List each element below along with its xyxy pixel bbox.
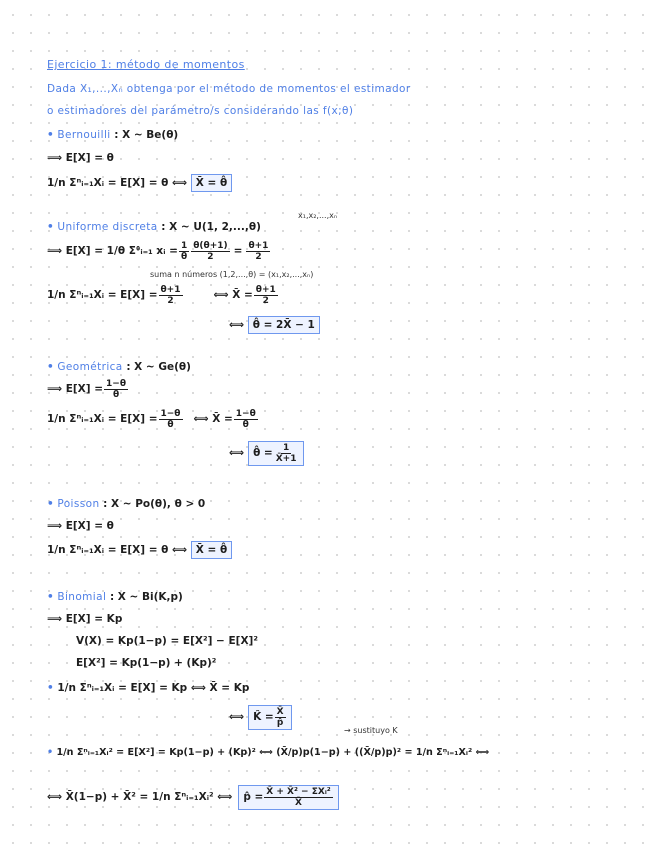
binomial-p-result-box: p̂ = $\frac{\text{X̄ + X̄² − ΣXᵢ²}}{X̄}$ (238, 785, 338, 810)
geometric-frac-3: $\frac{1-\theta}{\theta}$ (235, 408, 256, 430)
uniform-iff: ⟺ (229, 319, 245, 331)
bullet-icon: • (47, 361, 54, 373)
geometric-label: Geométrica (57, 361, 123, 373)
binomial-iff: ⟺ (229, 711, 245, 723)
bernoulli-line-2 (47, 174, 232, 192)
geometric-line-3 (229, 440, 304, 466)
binomial-eq-second-moment: 1/n Σⁿᵢ₌₁Xᵢ² = E[X²] = Kp(1−p) + (Kp)² ⟺ (X̄/p)p(1−p) + ((X̄/p)p)² = 1/n Σⁿᵢ₌₁Xᵢ² ⟺ (56, 747, 490, 758)
bernoulli-line-1: ⟹ E[X] = θ (47, 152, 114, 164)
geometric-line-1 (47, 378, 129, 400)
bernoulli-label: Bernouilli (57, 129, 111, 141)
uniform-line-1: ⟹ E[X] = 1/θ Σᶿᵢ₌₁ xᵢ = $\frac{1}{\theta}$ $\frac{\theta(\theta+1)}{2}$ = $\frac{\theta+1}{2}$ (47, 240, 269, 262)
binomial-heading (47, 590, 183, 604)
uniform-dist: : X ~ U(1, 2,...,θ) (161, 221, 261, 233)
geometric-line-2 (47, 408, 259, 430)
binomial-k-result-box: K̂ = $\frac{X̄}{p̂}$ (248, 705, 292, 730)
uniform-frac-2: $\frac{\theta(\theta+1)}{2}$ (193, 240, 228, 262)
binomial-line-7 (47, 780, 339, 814)
poisson-label: Poisson (57, 498, 100, 510)
bernoulli-heading (47, 128, 178, 142)
uniform-label: Uniforme discreta (57, 221, 158, 233)
poisson-dist: : X ~ Po(θ), θ > 0 (103, 498, 206, 510)
geometric-result-box: θ̂ = $\frac{1}{X̄+1}$ (248, 441, 304, 466)
binomial-dist: : X ~ Bi(K,p) (109, 591, 183, 603)
geometric-frac-2: $\frac{1-\theta}{\theta}$ (160, 408, 181, 430)
geometric-heading (47, 360, 191, 374)
uniform-eq-c: ⟺ X̄ = (213, 289, 253, 301)
uniform-result-box: θ̂ = 2X̄ − 1 (248, 316, 320, 334)
uniform-eq-b: 1/n Σⁿᵢ₌₁Xᵢ = E[X] = (47, 289, 158, 301)
poisson-equation: 1/n Σⁿᵢ₌₁Xᵢ = E[X] = θ ⟺ (47, 544, 188, 556)
intro-line-1: Dada X₁,...,Xₙ obtenga por el método de momentos el estimador (47, 83, 411, 95)
binomial-line-6 (47, 746, 489, 760)
geometric-iff: ⟺ (229, 447, 245, 459)
bullet-icon: • (47, 129, 54, 141)
bullet-icon: • (47, 682, 54, 694)
bernoulli-result-box: X̄ = θ̂ (191, 174, 232, 192)
binomial-eq-mean: 1/n Σⁿᵢ₌₁Xᵢ = E[X] = Kp ⟺ X̄ = Kp (57, 682, 250, 694)
uniform-frac-1: $\frac{1}{\theta}$ (180, 240, 188, 262)
exercise-title: Ejercicio 1: método de momentos (47, 58, 245, 71)
poisson-heading (47, 497, 205, 511)
uniform-sum-note: suma n números (1,2,...,θ) = (x₁,x₂,...,xₙ) (150, 270, 314, 279)
bernoulli-dist: : X ~ Be(θ) (114, 129, 179, 141)
binomial-label: Binomial (57, 591, 107, 603)
bernoulli-equation: 1/n Σⁿᵢ₌₁Xᵢ = E[X] = θ ⟺ (47, 177, 188, 189)
bullet-icon: • (47, 591, 54, 603)
uniform-heading (47, 220, 261, 234)
poisson-result-box: X̄ = θ̂ (191, 541, 232, 559)
substitute-k-note: → sustituyo K (344, 726, 398, 735)
uniform-line-3 (229, 316, 320, 334)
geometric-eq-b: 1/n Σⁿᵢ₌₁Xᵢ = E[X] = (47, 413, 158, 425)
uniform-line-2 (47, 284, 279, 306)
binomial-line-3: E[X²] = Kp(1−p) + (Kp)² (76, 657, 217, 669)
geometric-eq-a: ⟹ E[X] = (47, 383, 104, 395)
bullet-icon: • (47, 498, 54, 510)
uniform-frac-3: $\frac{\theta+1}{2}$ (248, 240, 269, 262)
binomial-line-4 (47, 681, 249, 695)
uniform-frac-4: $\frac{\theta+1}{2}$ (160, 284, 181, 306)
binomial-line-1: ⟹ E[X] = Kp (47, 613, 123, 625)
bullet-icon: • (47, 221, 54, 233)
binomial-eq-final: ⟺ X̄(1−p) + X̄² = 1/n Σⁿᵢ₌₁Xᵢ² ⟺ (47, 791, 233, 803)
geometric-dist: : X ~ Ge(θ) (126, 361, 191, 373)
intro-line-2: o estimadores del parámetro/s considerando las f(x;θ) (47, 105, 354, 117)
uniform-frac-5: $\frac{\theta+1}{2}$ (255, 284, 276, 306)
poisson-line-2 (47, 541, 232, 559)
binomial-line-2: V(X) = Kp(1−p) = E[X²] − E[X]² (76, 635, 258, 647)
binomial-line-5 (229, 704, 292, 730)
uniform-support-note: x₁,x₂,...,xₙ (298, 211, 338, 220)
poisson-line-1: ⟹ E[X] = θ (47, 520, 114, 532)
uniform-eq-a: ⟹ E[X] = 1/θ Σᶿᵢ₌₁ xᵢ = (47, 245, 178, 257)
bullet-icon: • (47, 747, 54, 758)
geometric-eq-c: ⟺ X̄ = (193, 413, 233, 425)
geometric-frac-1: $\frac{1-\theta}{\theta}$ (106, 378, 127, 400)
